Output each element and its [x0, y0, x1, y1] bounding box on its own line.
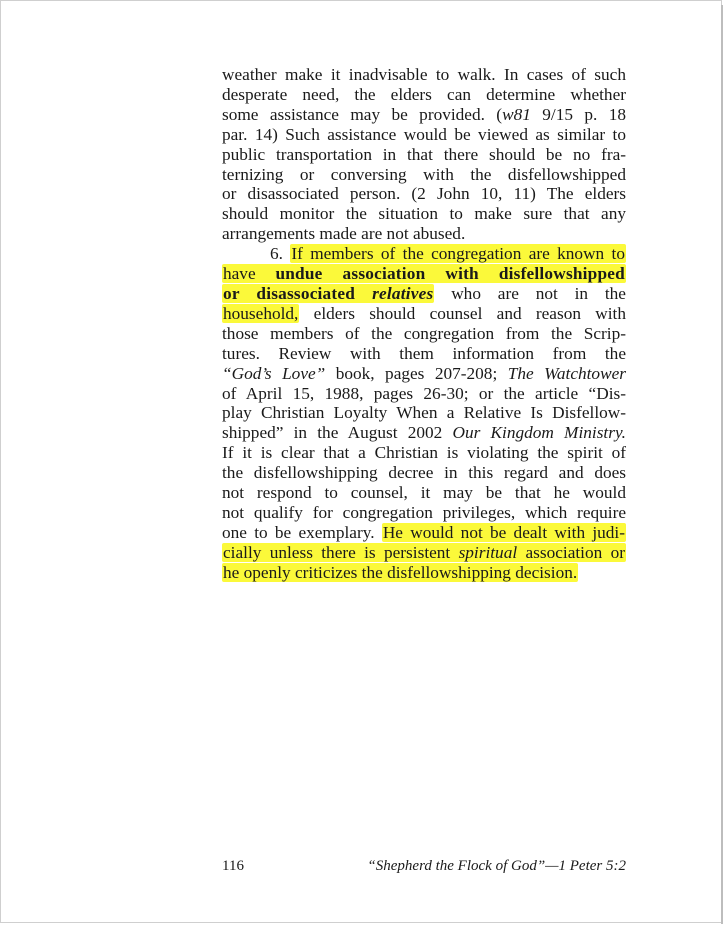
highlighted-text: he openly criticizes the disfellowshipping decision.: [223, 562, 578, 582]
text-line: ternizing or conversing with the disfellowshipped: [222, 164, 626, 184]
paragraph-6-line: [222, 244, 626, 264]
paragraph-6-line: play Christian Loyalty When a Relative Is Disfellow-: [222, 403, 626, 423]
paragraph-6-line: “God’s Love” book, pages 207-208; The Watchtower: [222, 363, 626, 383]
highlighted-text: [222, 284, 434, 303]
paragraph-6-line: one to be exemplary. He would not be dealt with judi-: [222, 522, 625, 542]
text-line: some assistance may be provided. (w81 9/15 p. 18: [222, 104, 626, 124]
text-line: arrangements made are not abused.: [222, 224, 466, 244]
paragraph-6-line: shipped” in the August 2002 Our Kingdom Ministry.: [222, 423, 626, 443]
paragraph-6-line: the disfellowshipping decree in this regard and does: [222, 463, 626, 483]
paragraph-6-line: tures. Review with them information from the: [222, 343, 626, 363]
italic-title: “God’s Love”: [222, 363, 326, 383]
running-title: “Shepherd the Flock of God”—1 Peter 5:2: [367, 858, 626, 874]
paragraph-6-line: not qualify for congregation privileges, which require: [222, 502, 626, 522]
text-line: should monitor the situation to make sure that any: [222, 204, 626, 224]
italic-title: Our Kingdom Ministry.: [452, 423, 626, 443]
text-line: par. 14) Such assistance would be viewed as similar to: [222, 124, 626, 144]
highlighted-text: cially unless there is persistent spiritual association or: [223, 542, 625, 562]
paragraph-6-line: not respond to counsel, it may be that he would: [222, 483, 626, 503]
text-line: or disassociated person. (2 John 10, 11) The elders: [222, 184, 626, 204]
italic-title: The Watchtower: [507, 363, 626, 383]
bold-italic-text: relatives: [372, 283, 434, 303]
paragraph-6-line: [222, 543, 626, 563]
paragraph-6-line: household, elders should counsel and reason with: [223, 303, 626, 323]
text-line: weather make it inadvisable to walk. In cases of such: [222, 65, 626, 84]
paragraph-6-line: or disassociated relatives who are not in the: [223, 283, 626, 303]
text-line: public transportation in that there should be no fra-: [222, 144, 626, 164]
paragraph-6-line: [222, 264, 626, 284]
paragraph-number: 6.: [270, 244, 283, 264]
highlighted-text: household,: [223, 303, 299, 323]
citation-italic: w81: [502, 104, 531, 124]
text-line: desperate need, the elders can determine whether: [222, 84, 626, 104]
italic-text: spiritual: [458, 542, 518, 562]
paragraph-6-line: [222, 563, 626, 583]
paragraph-6-line: If it is clear that a Christian is violating the spirit of: [222, 443, 626, 463]
paragraph-6-line: those members of the congregation from the Scrip-: [222, 323, 626, 343]
body-text: [222, 65, 626, 583]
bold-text: or disassociated: [223, 283, 373, 303]
highlighted-text: If members of the congregation are known to: [291, 244, 625, 264]
page-number: 116: [222, 858, 244, 874]
paragraph-6-line: of April 15, 1988, pages 26-30; or the article “Dis-: [222, 383, 626, 403]
highlighted-text: He would not be dealt with judi-: [382, 522, 625, 542]
highlighted-text: have undue association with disfellowshipped: [223, 264, 625, 284]
bold-text: undue association with disfellowshipped: [275, 264, 625, 284]
